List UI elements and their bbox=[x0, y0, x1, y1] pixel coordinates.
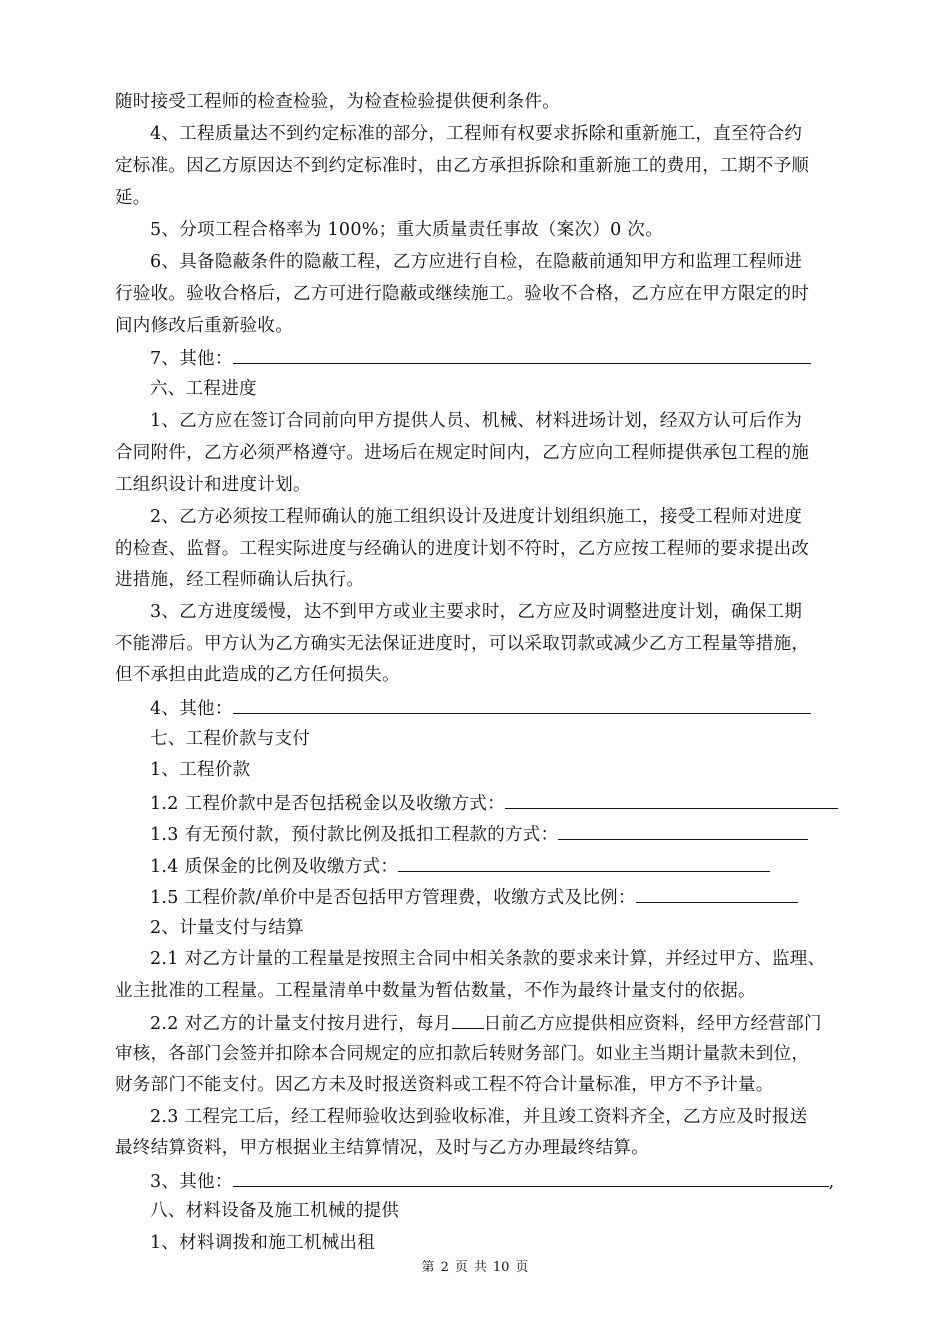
text-line: 延。 bbox=[115, 188, 151, 208]
text-line: 4、工程质量达不到约定标准的部分，工程师有权要求拆除和重新施工，直至符合约 bbox=[150, 124, 803, 144]
text-line: 最终结算资料，甲方根据业主结算情况，及时与乙方办理最终结算。 bbox=[115, 1138, 649, 1158]
text-line: 不能滞后。甲方认为乙方确实无法保证进度时，可以采取罚款或减少乙方工程量等措施， bbox=[115, 634, 810, 654]
text-line: 2.1 对乙方计量的工程量是按照主合同中相关条款的要求来计算，并经过甲方、监理、 bbox=[150, 949, 826, 969]
text-line: 的检查、监督。工程实际进度与经确认的进度计划不符时，乙方应按工程师的要求提出改 bbox=[115, 539, 810, 559]
text-line: 1、乙方应在签订合同前向甲方提供人员、机械、材料进场计划，经双方认可后作为 bbox=[150, 411, 803, 431]
subsection-heading: 1、工程价款 bbox=[150, 760, 251, 780]
text-line: 审核，各部门会签并扣除本合同规定的应扣款后转财务部门。如业主当期计量款未到位， bbox=[115, 1044, 810, 1064]
day-blank[interactable] bbox=[452, 1010, 484, 1029]
section-heading: 八、材料设备及施工机械的提供 bbox=[150, 1201, 400, 1221]
fill-blank[interactable] bbox=[636, 884, 798, 903]
fill-blank[interactable] bbox=[233, 695, 811, 714]
footer-page-word: 页 bbox=[454, 1260, 468, 1275]
total-pages: 10 bbox=[492, 1260, 510, 1275]
section-heading: 六、工程进度 bbox=[150, 379, 257, 399]
text-line: 行验收。验收合格后，乙方可进行隐蔽或继续施工。验收不合格，乙方应在甲方限定的时 bbox=[115, 284, 810, 304]
fill-blank[interactable] bbox=[398, 853, 770, 872]
field-label: 1.5 工程价款/单价中是否包括甲方管理费，收缴方式及比例： bbox=[150, 888, 636, 908]
text-segment: 日前乙方应提供相应资料，经甲方经营部门 bbox=[483, 1014, 822, 1034]
trailing-mark: , bbox=[828, 1172, 835, 1192]
fill-blank[interactable] bbox=[558, 821, 808, 840]
management-fee-field-row bbox=[150, 884, 895, 910]
field-label: 3、其他： bbox=[150, 1172, 233, 1192]
text-line: 2.3 工程完工后，经工程师验收达到验收标准，并且竣工资料齐全，乙方应及时报送 bbox=[150, 1107, 808, 1127]
footer-prefix: 第 bbox=[421, 1260, 435, 1275]
monthly-day-row bbox=[150, 1010, 895, 1036]
text-line: 间内修改后重新验收。 bbox=[115, 316, 293, 336]
text-segment: 2.2 对乙方的计量支付按月进行，每月 bbox=[150, 1014, 452, 1034]
field-label: 1.3 有无预付款，预付款比例及抵扣工程款的方式： bbox=[150, 825, 559, 845]
text-line: 5、分项工程合格率为 100%；重大质量责任事故（案次）0 次。 bbox=[150, 220, 664, 240]
text-line: 工组织设计和进度计划。 bbox=[115, 475, 311, 495]
field-label: 1.2 工程价款中是否包括税金以及收缴方式： bbox=[150, 794, 505, 814]
subsection-heading: 1、材料调拨和施工机械出租 bbox=[150, 1233, 376, 1253]
text-line: 2、乙方必须按工程师确认的施工组织设计及进度计划组织施工，接受工程师对进度 bbox=[150, 507, 803, 527]
field-label: 4、其他： bbox=[150, 699, 233, 719]
tax-field-row bbox=[150, 790, 895, 816]
prepayment-field-row bbox=[150, 821, 895, 847]
footer-total-word: 共 bbox=[473, 1260, 487, 1275]
other-field-row bbox=[150, 1168, 895, 1194]
fill-blank[interactable] bbox=[233, 345, 811, 364]
fill-blank[interactable] bbox=[233, 1168, 829, 1187]
text-line: 随时接受工程师的检查检验，为检查检验提供便利条件。 bbox=[115, 92, 560, 112]
subsection-heading: 2、计量支付与结算 bbox=[150, 918, 304, 938]
page-footer bbox=[0, 1259, 950, 1277]
field-label: 1.4 质保金的比例及收缴方式： bbox=[150, 857, 399, 877]
text-line: 财务部门不能支付。因乙方未及时报送资料或工程不符合计量标准，甲方不予计量。 bbox=[115, 1075, 774, 1095]
text-line: 但不承担由此造成的乙方任何损失。 bbox=[115, 665, 400, 685]
footer-suffix: 页 bbox=[515, 1260, 529, 1275]
text-line: 进措施，经工程师确认后执行。 bbox=[115, 570, 365, 590]
text-line: 合同附件，乙方必须严格遵守。进场后在规定时间内，乙方应向工程师提供承包工程的施 bbox=[115, 443, 810, 463]
section-heading: 七、工程价款与支付 bbox=[150, 729, 311, 749]
text-line: 6、具备隐蔽条件的隐蔽工程，乙方应进行自检，在隐蔽前通知甲方和监理工程师进 bbox=[150, 252, 803, 272]
other-field-row bbox=[150, 695, 895, 721]
text-line: 业主批准的工程量。工程量清单中数量为暂估数量，不作为最终计量支付的依据。 bbox=[115, 981, 756, 1001]
field-label: 7、其他： bbox=[150, 349, 233, 369]
text-line: 定标准。因乙方原因达不到约定标准时，由乙方承担拆除和重新施工的费用，工期不予顺 bbox=[115, 156, 810, 176]
page-number: 2 bbox=[440, 1260, 449, 1275]
other-field-row bbox=[150, 345, 895, 371]
warranty-field-row bbox=[150, 853, 895, 879]
fill-blank[interactable] bbox=[505, 790, 838, 809]
text-line: 3、乙方进度缓慢，达不到甲方或业主要求时，乙方应及时调整进度计划，确保工期 bbox=[150, 602, 803, 622]
